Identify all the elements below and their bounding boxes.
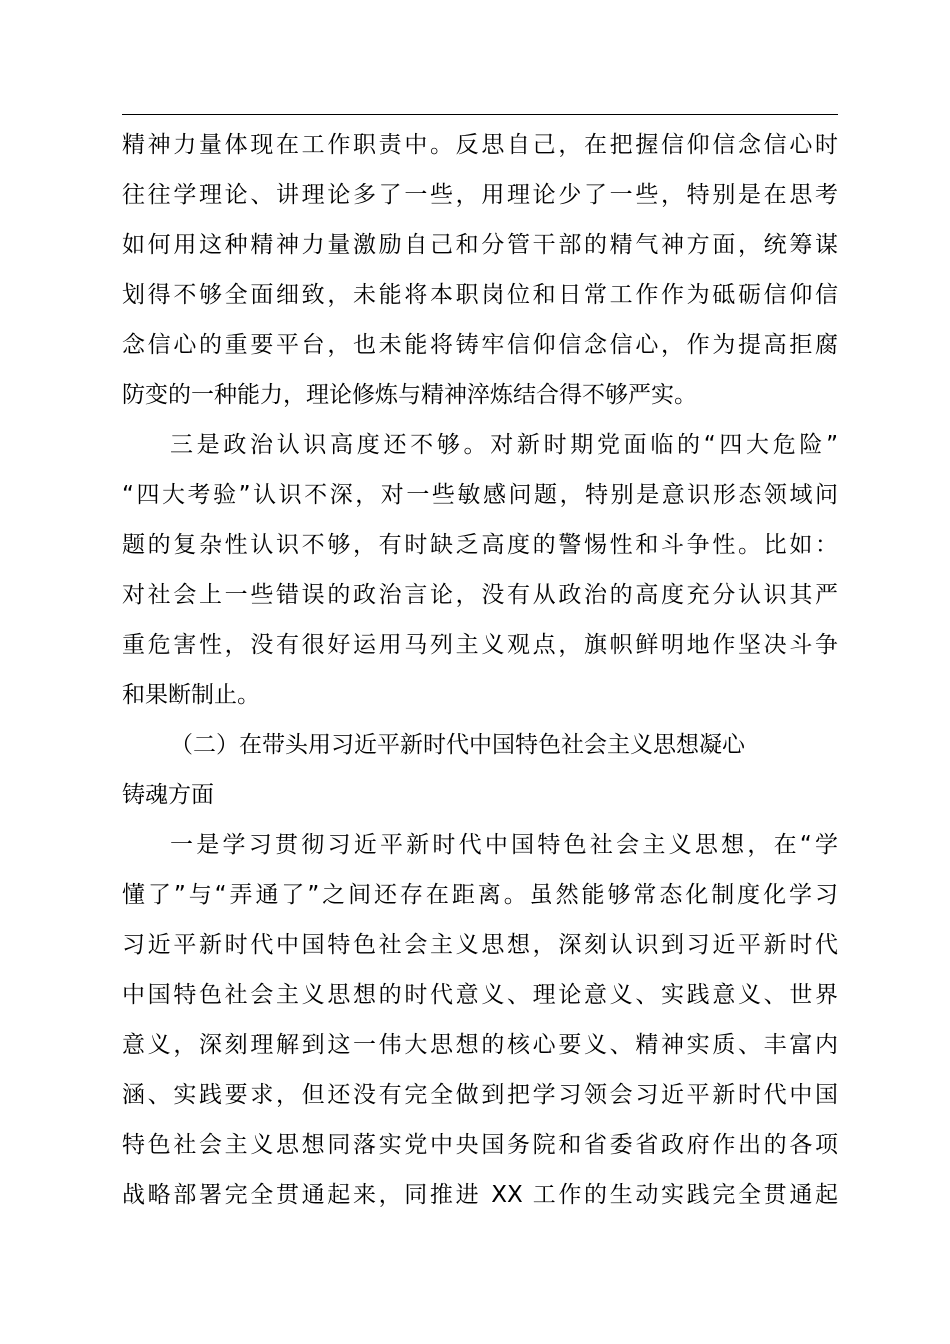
body-line: “四大考验”认识不深，对一些敏感问题，特别是意识形态领域问 xyxy=(122,482,838,508)
body-line: 如何用这种精神力量激励自己和分管干部的精气神方面，统筹谋 xyxy=(122,232,838,258)
body-line: 特色社会主义思想同落实党中央国务院和省委省政府作出的各项 xyxy=(122,1132,838,1158)
body-line: 重危害性，没有很好运用马列主义观点，旗帜鲜明地作坚决斗争 xyxy=(122,632,838,658)
body-line: 三是政治认识高度还不够。对新时期党面临的“四大危险” xyxy=(170,432,838,458)
body-line: 懂了”与“弄通了”之间还存在距离。虽然能够常态化制度化学习 xyxy=(122,882,838,908)
body-line: 习近平新时代中国特色社会主义思想，深刻认识到习近平新时代 xyxy=(122,932,838,958)
header-rule xyxy=(122,114,838,115)
body-line: 念信心的重要平台，也未能将铸牢信仰信念信心，作为提高拒腐 xyxy=(122,332,838,358)
body-line: 战略部署完全贯通起来，同推进 XX 工作的生动实践完全贯通起 xyxy=(122,1182,838,1208)
body-line: 往往学理论、讲理论多了一些，用理论少了一些，特别是在思考 xyxy=(122,182,838,208)
body-line: 一是学习贯彻习近平新时代中国特色社会主义思想，在“学 xyxy=(170,832,838,858)
body-line: 中国特色社会主义思想的时代意义、理论意义、实践意义、世界 xyxy=(122,982,838,1008)
body-line: 精神力量体现在工作职责中。反思自己，在把握信仰信念信心时 xyxy=(122,132,838,158)
body-line: 题的复杂性认识不够，有时缺乏高度的警惕性和斗争性。比如： xyxy=(122,532,838,558)
body-line: 意义，深刻理解到这一伟大思想的核心要义、精神实质、丰富内 xyxy=(122,1032,838,1058)
section-heading: 铸魂方面 xyxy=(122,782,214,808)
body-line: 防变的一种能力，理论修炼与精神淬炼结合得不够严实。 xyxy=(122,382,697,408)
body-line: 对社会上一些错误的政治言论，没有从政治的高度充分认识其严 xyxy=(122,582,838,608)
body-line: 和果断制止。 xyxy=(122,682,260,708)
body-line: 划得不够全面细致，未能将本职岗位和日常工作作为砥砺信仰信 xyxy=(122,282,838,308)
section-heading: （二）在带头用习近平新时代中国特色社会主义思想凝心 xyxy=(170,732,745,758)
body-line: 涵、实践要求，但还没有完全做到把学习领会习近平新时代中国 xyxy=(122,1082,838,1108)
